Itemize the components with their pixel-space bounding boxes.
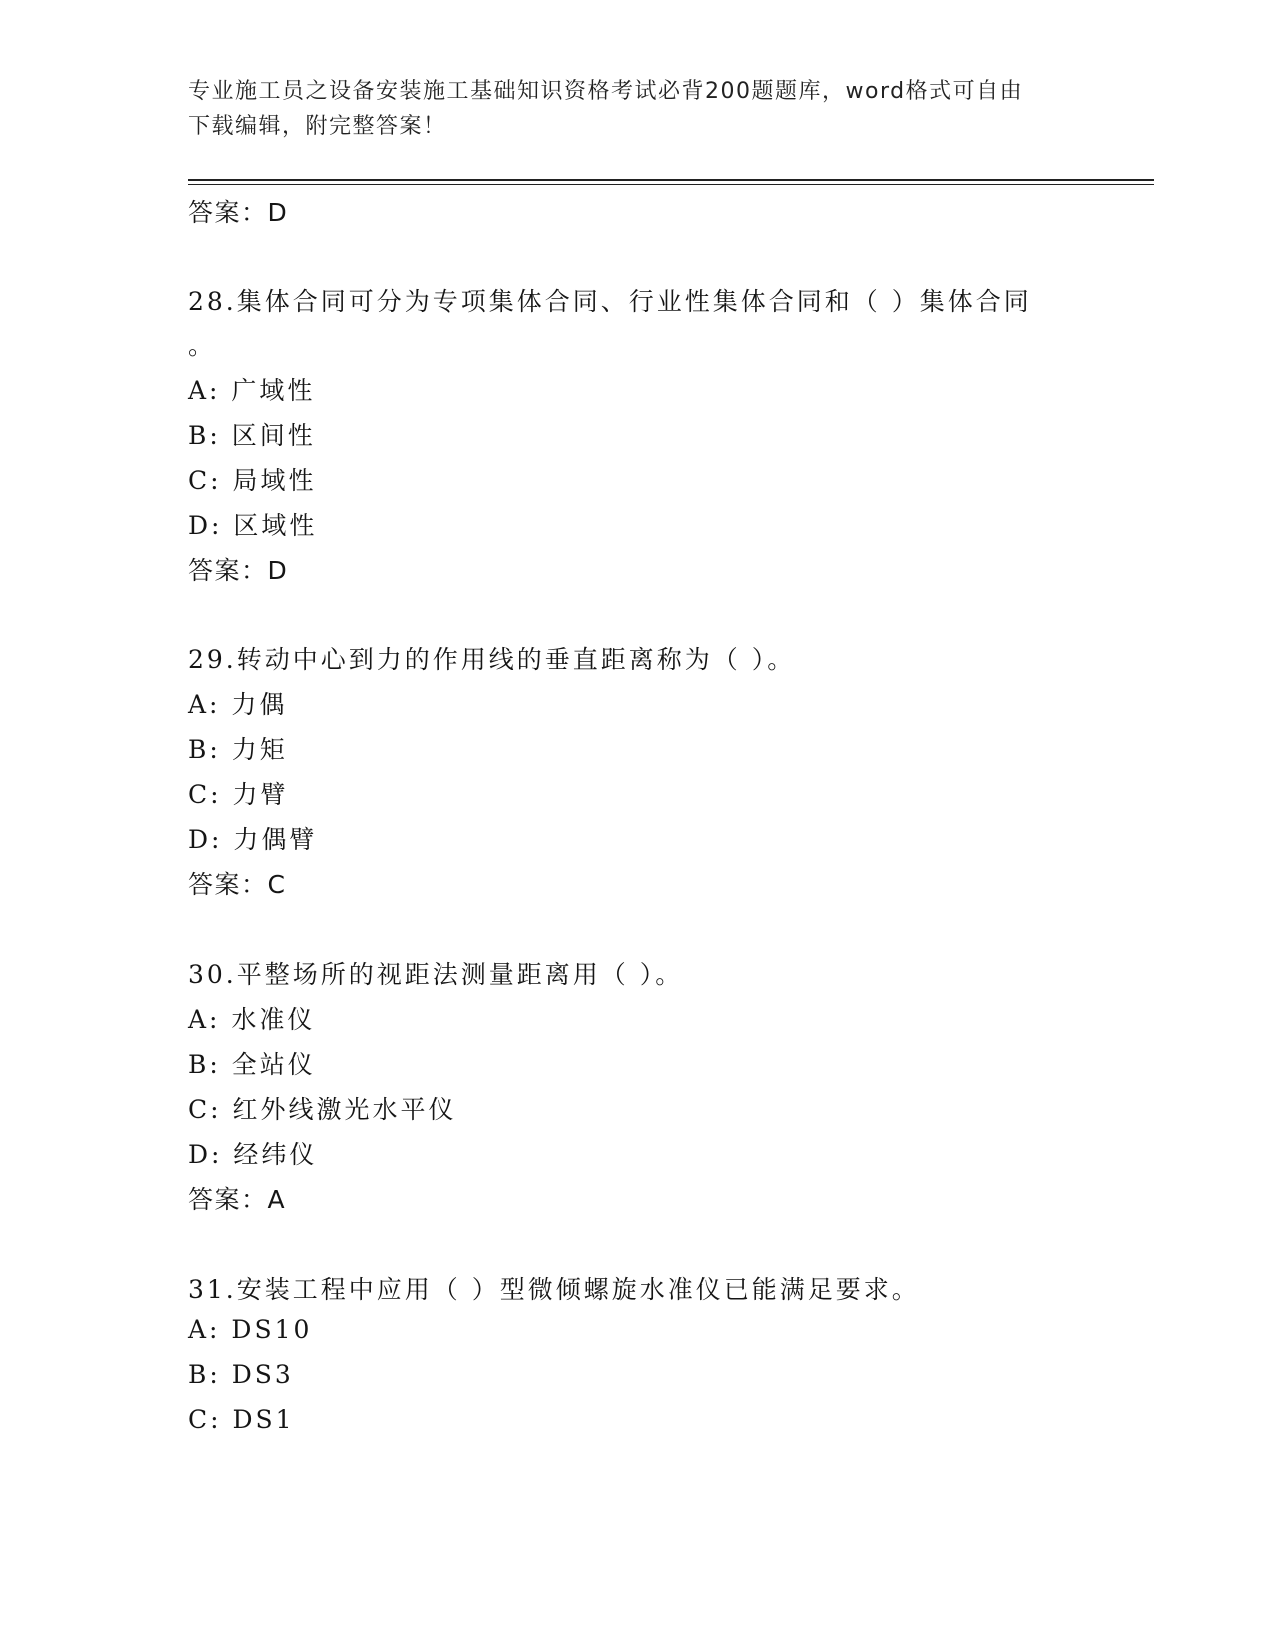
question-31-stem: 31.安装工程中应用（ ）型微倾螺旋水准仪已能满足要求。 <box>188 1275 920 1304</box>
question-29-answer: 答案：C <box>188 870 287 899</box>
question-31-option-c: C: DS1 <box>188 1405 295 1434</box>
question-30-option-c: C: 红外线激光水平仪 <box>188 1095 457 1124</box>
question-30-option-a: A: 水准仪 <box>188 1005 316 1034</box>
question-29-option-a: A: 力偶 <box>188 690 288 719</box>
header-divider-thick <box>188 179 1154 181</box>
question-28-option-b: B: 区间性 <box>188 421 316 450</box>
question-28-stem: 28.集体合同可分为专项集体合同、行业性集体合同和（ ）集体合同 <box>188 287 1032 316</box>
question-31-option-a: A: DS10 <box>188 1315 313 1344</box>
question-28-option-d: D: 区域性 <box>188 511 318 540</box>
question-28-option-c: C: 局域性 <box>188 466 317 495</box>
document-header <box>188 74 1088 144</box>
header-line-2: 下载编辑，附完整答案！ <box>188 114 447 139</box>
question-30-option-d: D: 经纬仪 <box>188 1140 318 1169</box>
question-31-option-b: B: DS3 <box>188 1360 294 1389</box>
question-30-answer: 答案：A <box>188 1185 287 1214</box>
question-29-option-d: D: 力偶臂 <box>188 825 318 854</box>
header-line-1: 专业施工员之设备安装施工基础知识资格考试必背200题题库，word格式可自由 <box>188 79 1024 104</box>
question-29-option-c: C: 力臂 <box>188 780 289 809</box>
header-divider-thin <box>188 184 1154 185</box>
question-30-option-b: B: 全站仪 <box>188 1050 316 1079</box>
question-30-stem: 30.平整场所的视距法测量距离用（ ）。 <box>188 960 684 989</box>
question-28-stem-cont: 。 <box>188 331 217 360</box>
question-29-stem: 29.转动中心到力的作用线的垂直距离称为（ ）。 <box>188 645 796 674</box>
previous-answer: 答案：D <box>188 198 289 227</box>
question-28-option-a: A: 广域性 <box>188 376 316 405</box>
question-29-option-b: B: 力矩 <box>188 735 288 764</box>
question-28-answer: 答案：D <box>188 556 289 585</box>
